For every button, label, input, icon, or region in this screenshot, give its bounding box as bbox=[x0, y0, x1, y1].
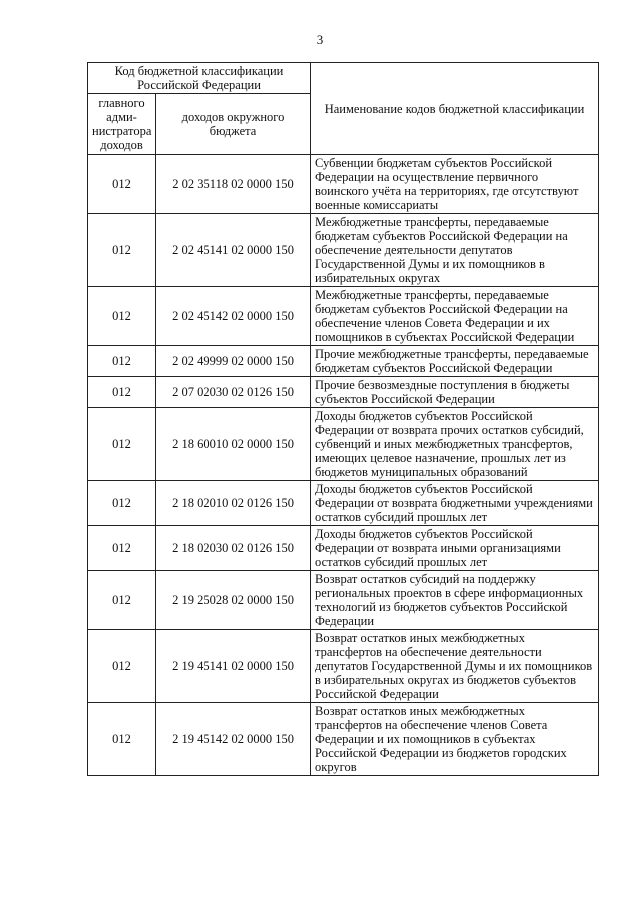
header-admin-column: главного адми-нистратора доходов bbox=[88, 94, 156, 155]
page-number: 3 bbox=[316, 32, 324, 47]
admin-code-cell: 012 bbox=[88, 571, 156, 630]
table-row bbox=[88, 526, 599, 571]
classification-name-cell: Доходы бюджетов субъектов Российской Федерации от возврата иными организациями остатков субсидий прошлых лет bbox=[311, 526, 599, 571]
income-code-cell: 2 18 60010 02 0000 150 bbox=[156, 408, 311, 481]
income-code-cell: 2 18 02010 02 0126 150 bbox=[156, 481, 311, 526]
classification-name-cell: Субвенции бюджетам субъектов Российской Федерации на осуществление первичного воинского учёта на территориях, где отсутствуют военные комиссариаты bbox=[311, 155, 599, 214]
income-code-cell: 2 19 45142 02 0000 150 bbox=[156, 703, 311, 776]
classification-name-cell: Прочие безвозмездные поступления в бюджеты субъектов Российской Федерации bbox=[311, 377, 599, 408]
admin-code-cell: 012 bbox=[88, 155, 156, 214]
classification-name-cell: Доходы бюджетов субъектов Российской Федерации от возврата прочих остатков субсидий, субвенций и иных межбюджетных трансфертов, имеющих целевое назначение, прошлых лет из бюджетов муниципальных образований bbox=[311, 408, 599, 481]
table-body bbox=[88, 155, 599, 776]
header-group-title: Код бюджетной классификации Российской Федерации bbox=[88, 63, 311, 94]
income-code-cell: 2 02 49999 02 0000 150 bbox=[156, 346, 311, 377]
classification-name-cell: Возврат остатков иных межбюджетных трансфертов на обеспечение деятельности депутатов Государственной Думы и их помощников в избирательных округах из бюджетов субъектов Российской Федерации bbox=[311, 630, 599, 703]
income-code-cell: 2 19 45141 02 0000 150 bbox=[156, 630, 311, 703]
income-code-cell: 2 02 35118 02 0000 150 bbox=[156, 155, 311, 214]
income-code-cell: 2 19 25028 02 0000 150 bbox=[156, 571, 311, 630]
admin-code-cell: 012 bbox=[88, 526, 156, 571]
table-row bbox=[88, 481, 599, 526]
classification-name-cell: Возврат остатков иных межбюджетных трансфертов на обеспечение членов Совета Федерации и их помощников в субъектах Российской Федерации из бюджетов городских округов bbox=[311, 703, 599, 776]
classification-name-cell: Прочие межбюджетные трансферты, передаваемые бюджетам субъектов Российской Федерации bbox=[311, 346, 599, 377]
income-code-cell: 2 02 45141 02 0000 150 bbox=[156, 214, 311, 287]
admin-code-cell: 012 bbox=[88, 287, 156, 346]
income-code-cell: 2 18 02030 02 0126 150 bbox=[156, 526, 311, 571]
admin-code-cell: 012 bbox=[88, 346, 156, 377]
header-name-column: Наименование кодов бюджетной классификации bbox=[311, 63, 599, 155]
table-row bbox=[88, 155, 599, 214]
admin-code-cell: 012 bbox=[88, 481, 156, 526]
income-code-cell: 2 02 45142 02 0000 150 bbox=[156, 287, 311, 346]
admin-code-cell: 012 bbox=[88, 703, 156, 776]
income-code-cell: 2 07 02030 02 0126 150 bbox=[156, 377, 311, 408]
classification-name-cell: Межбюджетные трансферты, передаваемые бюджетам субъектов Российской Федерации на обеспечение деятельности депутатов Государственной Думы и их помощников в избирательных округах bbox=[311, 214, 599, 287]
table-row bbox=[88, 571, 599, 630]
table-row bbox=[88, 287, 599, 346]
table-row bbox=[88, 408, 599, 481]
table-row bbox=[88, 214, 599, 287]
classification-name-cell: Доходы бюджетов субъектов Российской Федерации от возврата бюджетными учреждениями остатков субсидий прошлых лет bbox=[311, 481, 599, 526]
budget-classification-table bbox=[87, 62, 599, 776]
table-row bbox=[88, 377, 599, 408]
classification-name-cell: Межбюджетные трансферты, передаваемые бюджетам субъектов Российской Федерации на обеспечение членов Совета Федерации и их помощников в субъектах Российской Федерации bbox=[311, 287, 599, 346]
admin-code-cell: 012 bbox=[88, 377, 156, 408]
table-row bbox=[88, 703, 599, 776]
table-header bbox=[88, 63, 599, 155]
admin-code-cell: 012 bbox=[88, 408, 156, 481]
table-row bbox=[88, 346, 599, 377]
header-code-column: доходов окружного бюджета bbox=[156, 94, 311, 155]
admin-code-cell: 012 bbox=[88, 214, 156, 287]
classification-name-cell: Возврат остатков субсидий на поддержку региональных проектов в сфере информационных технологий из бюджетов субъектов Российской Федерации bbox=[311, 571, 599, 630]
admin-code-cell: 012 bbox=[88, 630, 156, 703]
table-row bbox=[88, 630, 599, 703]
